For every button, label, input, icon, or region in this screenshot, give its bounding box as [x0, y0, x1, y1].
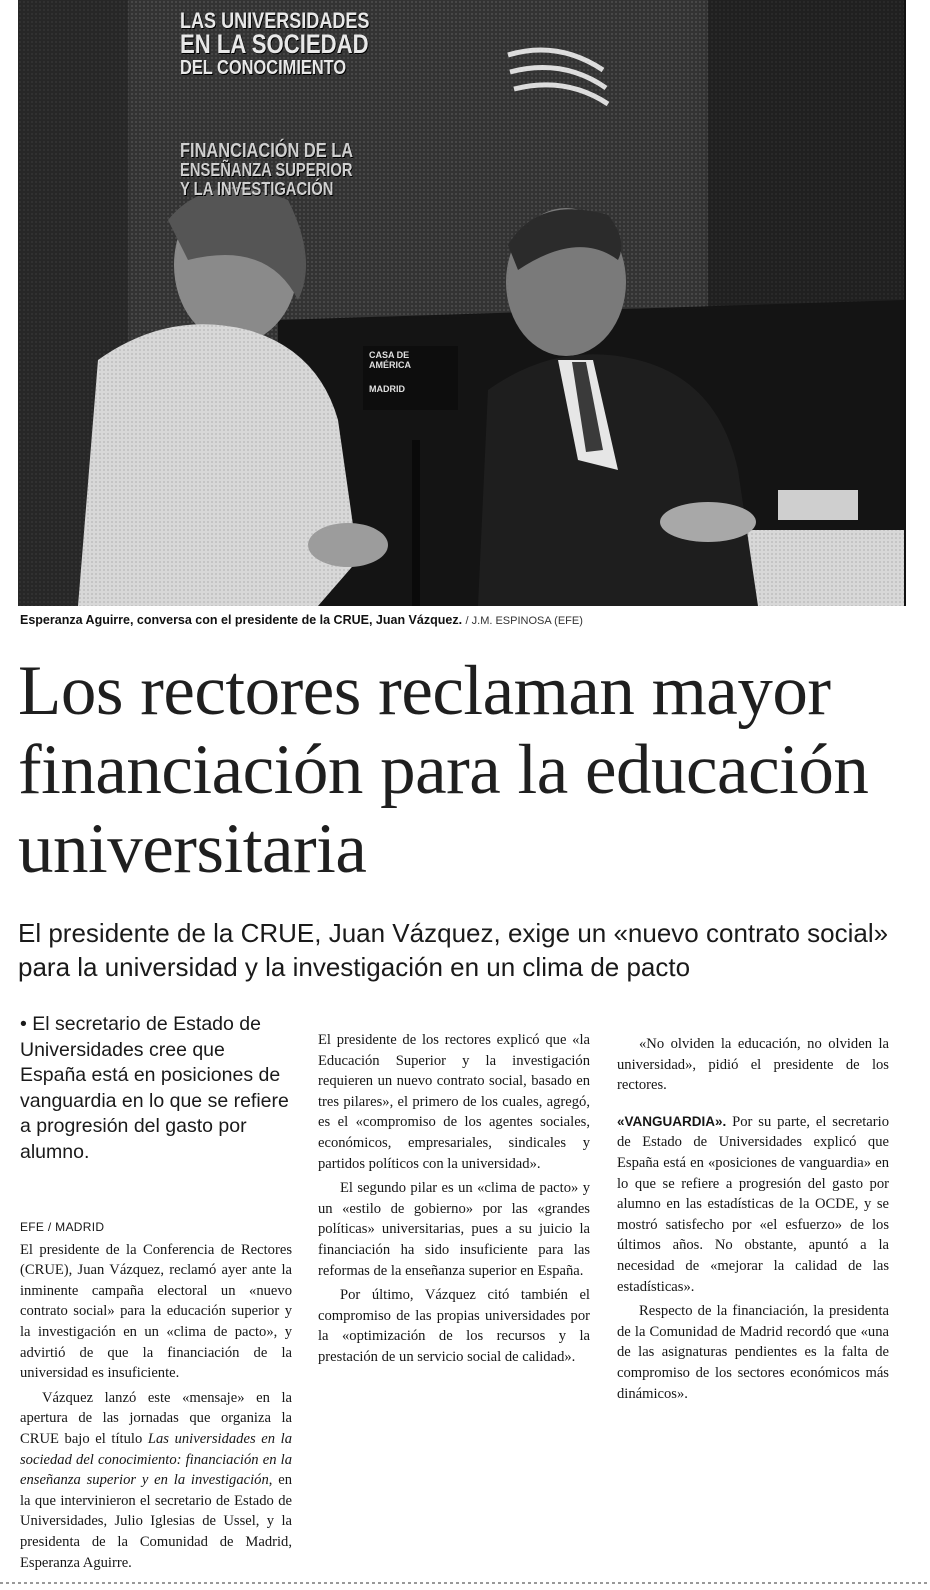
banner-line-3: DEL CONOCIMIENTO	[180, 57, 347, 79]
podium-sign	[363, 346, 458, 410]
subheadline: El presidente de la CRUE, Juan Vázquez, exige un «nuevo contrato social» para la universidad y la investigación en un clima de pacto	[18, 918, 889, 982]
column-2	[318, 1030, 590, 1368]
headline: Los rectores reclaman mayor financiación para la educación universitaria	[18, 652, 869, 888]
article-photo	[18, 0, 906, 606]
banner-line-6: Y LA INVESTIGACIÓN	[180, 179, 334, 199]
column-1	[20, 1012, 292, 1573]
banner-line-1: LAS UNIVERSIDADES	[180, 8, 370, 33]
banner-line-4: FINANCIACIÓN DE LA	[180, 140, 354, 162]
paragraph-6: «No olviden la educación, no olviden la universidad», pidió el presidente de los rectores.	[617, 1036, 889, 1094]
summary-bullet: • El secretario de Estado de Universidades cree que España está en posiciones de vanguardia en lo que se refiere a progresión del gasto por alumno.	[20, 1013, 289, 1163]
paragraph-4: El segundo pilar es un «clima de pacto» y un «estilo de gobierno» por las «grandes políticas» universitarias, pues a su juicio la financiación ha sido insuficiente para las reformas de la enseñanza superior en España.	[318, 1180, 590, 1279]
paragraph-8: Respecto de la financiación, la presidenta de la Comunidad de Madrid recordó que «una de las asignaturas pendientes es la falta de compromiso de los sectores económicos más dinámicos».	[617, 1303, 889, 1402]
byline-city: / MADRID	[47, 1220, 105, 1234]
podium-sign-line-1: CASA DE	[369, 350, 410, 360]
caption-text: Esperanza Aguirre, conversa con el presidente de la CRUE, Juan Vázquez.	[20, 613, 463, 627]
paragraph-7	[617, 1112, 889, 1297]
paragraph-5: Por último, Vázquez citó también el compromiso de las propias universidades por la «optimización de los recursos y la prestación de un servicio social de calidad».	[318, 1287, 590, 1365]
paragraph-1: El presidente de la Conferencia de Rectores (CRUE), Juan Vázquez, reclamó ayer ante la inminente campaña electoral un «nuevo contrato social» para la educación superior y la investigación en un «clima de pacto», y advirtió de que la financiación de la universidad es insuficiente.	[20, 1241, 292, 1382]
paragraph-2-lead: Vázquez lanzó este «mensaje» en la apertura de las jornadas que organiza la CRUE bajo el título	[20, 1389, 292, 1447]
bottom-rule	[0, 1582, 930, 1584]
byline-agency: EFE	[20, 1220, 45, 1234]
column-3	[617, 1030, 889, 1404]
podium-sign-line-2: AMÉRICA	[369, 360, 411, 370]
banner-line-5: ENSEÑANZA SUPERIOR	[180, 160, 353, 180]
paragraph-3: El presidente de los rectores explicó que «la Educación Superior y la investigación requieren un nuevo contrato social, basado en tres pilares», el primero de los cuales, agregó, es el «compromiso de los agentes sociales, económicos, empresariales, sindicales y partidos políticos con la universidad».	[318, 1032, 590, 1172]
event-title: Las universidades en la sociedad del conocimiento: financiación en la enseñanza superior y en la investigación	[20, 1430, 292, 1489]
photo-scene	[18, 0, 904, 606]
section-spacer	[617, 1096, 889, 1112]
podium-sign-line-3: MADRID	[369, 384, 405, 394]
section-label: «VANGUARDIA».	[617, 1113, 727, 1129]
banner-line-2: EN LA SOCIEDAD	[180, 29, 369, 59]
photo-caption	[20, 613, 583, 627]
photo-credit: / J.M. ESPINOSA (EFE)	[465, 615, 583, 627]
paragraph-2-start	[20, 1388, 292, 1573]
byline	[20, 1217, 292, 1238]
paragraph-2-end: , en la que intervinieron el secretario de Estado de Universidades, Julio Iglesias de Ussel, y la presidenta de la Comunidad de Madrid, Esperanza Aguirre.	[20, 1472, 293, 1571]
paragraph-7-text: Por su parte, el secretario de Estado de Universidades explicó que España está en «posiciones de vanguardia» en lo que se refiere a progresión del gasto por alumno en las estadísticas de la OCDE, y se mostró satisfecho por «el esfuerzo» de los últimos años. No obstante, apuntó a la necesidad de «mejorar la calidad de las estadísticas».	[617, 1113, 889, 1295]
